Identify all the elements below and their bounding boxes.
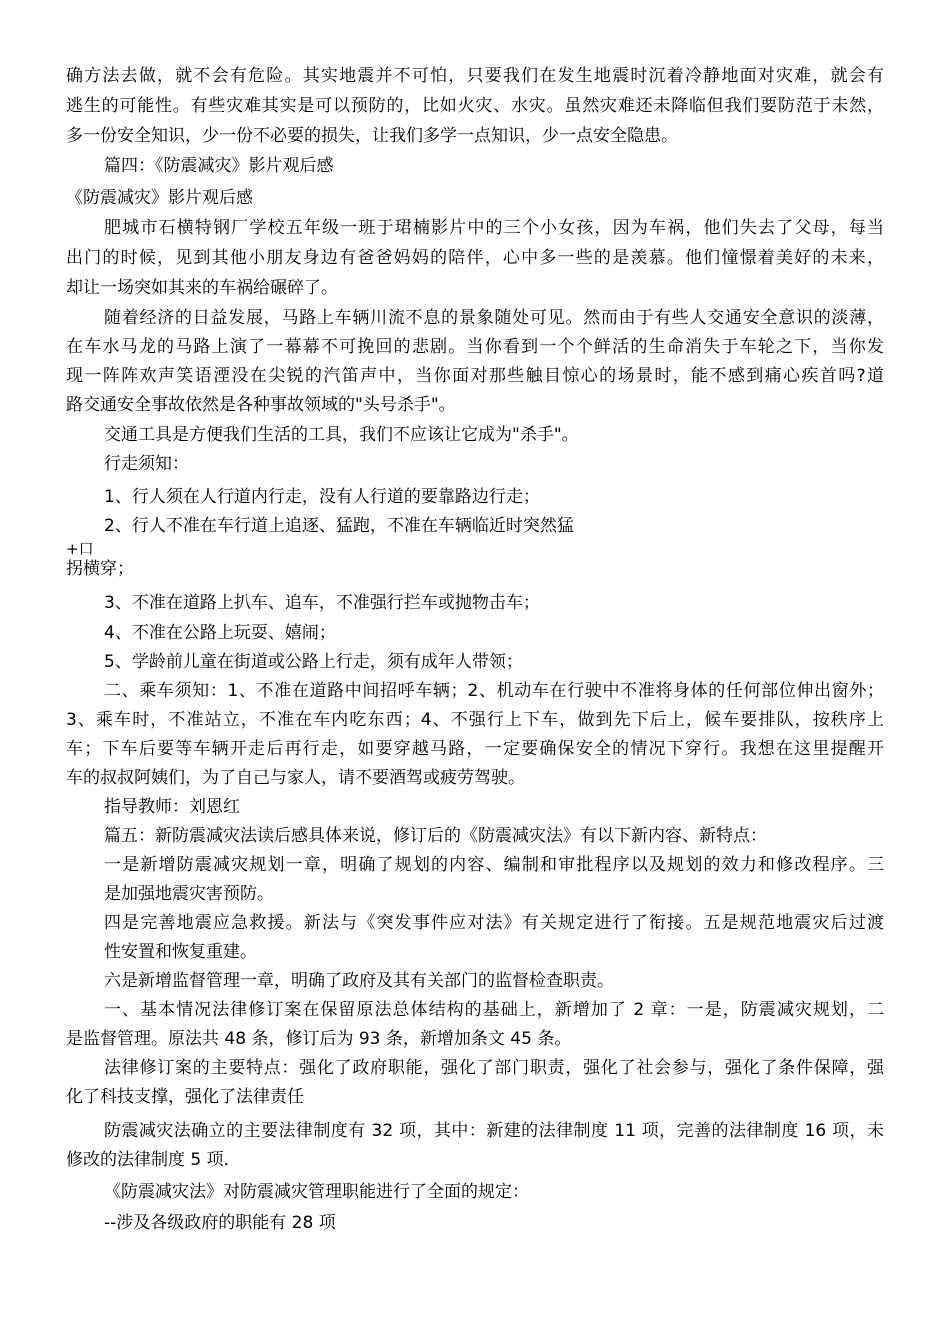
text-line: 指导教师：刘恩红 bbox=[104, 797, 240, 817]
list-item: 4、不准在公路上玩耍、嬉闹； bbox=[104, 623, 336, 643]
text-line: +口 bbox=[66, 540, 94, 558]
list-item: 5、学龄前儿童在街道或公路上行走，须有成年人带领； bbox=[104, 652, 523, 672]
text-line: --涉及各级政府的职能有 28 项 bbox=[104, 1213, 336, 1233]
text-line: 现一阵阵欢声笑语湮没在尖锐的汽笛声中，当你面对那些触目惊心的场景时，能不感到痛心疾首吗?道 bbox=[66, 366, 884, 386]
list-item: 1、行人须在人行道内行走，没有人行道的要靠路边行走； bbox=[104, 487, 540, 507]
text-line: 防震减灾法确立的主要法律制度有 32 项，其中：新建的法律制度 11 项，完善的法律制度 16 项，未 bbox=[104, 1121, 884, 1141]
text-line: 二、乘车须知：1、不准在道路中间招呼车辆；2、机动车在行驶中不准将身体的任何部位伸出窗外； bbox=[104, 681, 884, 701]
text-line: 交通工具是方便我们生活的工具，我们不应该让它成为"杀手"。 bbox=[104, 425, 579, 445]
list-item: 2、行人不准在车行道上追逐、猛跑，不准在车辆临近时突然猛 bbox=[104, 516, 574, 536]
text-line: 化了科技支撑，强化了法律责任 bbox=[66, 1087, 304, 1107]
text-line: 是加强地震灾害预防。 bbox=[104, 884, 274, 904]
text-line: 随着经济的日益发展，马路上车辆川流不息的景象随处可见。然而由于有些人交通安全意识的淡薄， bbox=[104, 308, 884, 328]
text-line: 修改的法律制度 5 项． bbox=[66, 1150, 241, 1170]
text-line: 一是新增防震减灾规划一章，明确了规划的内容、编制和审批程序以及规划的效力和修改程序。三 bbox=[104, 855, 884, 875]
text-line: 性安置和恢复重建。 bbox=[104, 942, 257, 962]
text-line: 逃生的可能性。有些灾难其实是可以预防的，比如火灾、水灾。虽然灾难还未降临但我们要防范于未然， bbox=[66, 96, 884, 116]
text-line: 六是新增监督管理一章，明确了政府及其有关部门的监督检查职责。 bbox=[104, 971, 614, 991]
text-line: 确方法去做，就不会有危险。其实地震并不可怕，只要我们在发生地震时沉着冷静地面对灾难，就会有 bbox=[66, 66, 884, 86]
text-line: 四是完善地震应急救援。新法与《突发事件应对法》有关规定进行了衔接。五是规范地震灾后过渡 bbox=[104, 913, 884, 933]
text-line: 3、乘车时，不准站立，不准在车内吃东西；4、不强行上下车，做到先下后上，候车要排队，按秩序上 bbox=[66, 710, 884, 730]
text-line: 路交通安全事故依然是各种事故领域的"头号杀手"。 bbox=[66, 395, 456, 415]
text-line: 一、基本情况法律修订案在保留原法总体结构的基础上，新增加了 2 章：一是，防震减灾规划，二 bbox=[104, 1000, 884, 1020]
document-title: 《防震减灾》影片观后感 bbox=[66, 188, 253, 208]
text-line: 在车水马龙的马路上演了一幕幕不可挽回的悲剧。当你看到一个个鲜活的生命消失于车轮之下，当你发 bbox=[66, 337, 884, 357]
text-line: 行走须知： bbox=[104, 454, 189, 474]
text-line: 多一份安全知识，少一份不必要的损失，让我们多学一点知识，少一点安全隐患。 bbox=[66, 126, 678, 146]
text-line: 车的叔叔阿姨们，为了自己与家人，请不要酒驾或疲劳驾驶。 bbox=[66, 768, 525, 788]
list-item: 3、不准在道路上扒车、追车，不准强行拦车或抛物击车； bbox=[104, 593, 540, 613]
text-line: 拐横穿； bbox=[66, 559, 134, 579]
text-line: 车；下车后要等车辆开走后再行走，如要穿越马路，一定要确保安全的情况下穿行。我想在这里提醒开 bbox=[66, 739, 884, 759]
text-line: 肥城市石横特钢厂学校五年级一班于珺楠影片中的三个小女孩，因为车祸，他们失去了父母，每当 bbox=[104, 218, 884, 238]
text-line: 是监督管理。原法共 48 条，修订后为 93 条，新增加条文 45 条。 bbox=[66, 1029, 572, 1049]
text-line: 出门的时候，见到其他小朋友身边有爸爸妈妈的陪伴，心中多一些的是羡慕。他们憧憬着美好的未来， bbox=[66, 248, 884, 268]
text-line: 却让一场突如其来的车祸给碾碎了。 bbox=[66, 278, 338, 298]
text-line: 法律修订案的主要特点：强化了政府职能，强化了部门职责，强化了社会参与，强化了条件保障，强 bbox=[104, 1058, 884, 1078]
section-heading: 篇四：《防震减灾》影片观后感 bbox=[104, 156, 334, 176]
text-line: 《防震减灾法》对防震减灾管理职能进行了全面的规定： bbox=[104, 1182, 529, 1202]
section-heading: 篇五：新防震减灾法读后感具体来说，修订后的《防震减灾法》有以下新内容、新特点： bbox=[104, 826, 767, 846]
